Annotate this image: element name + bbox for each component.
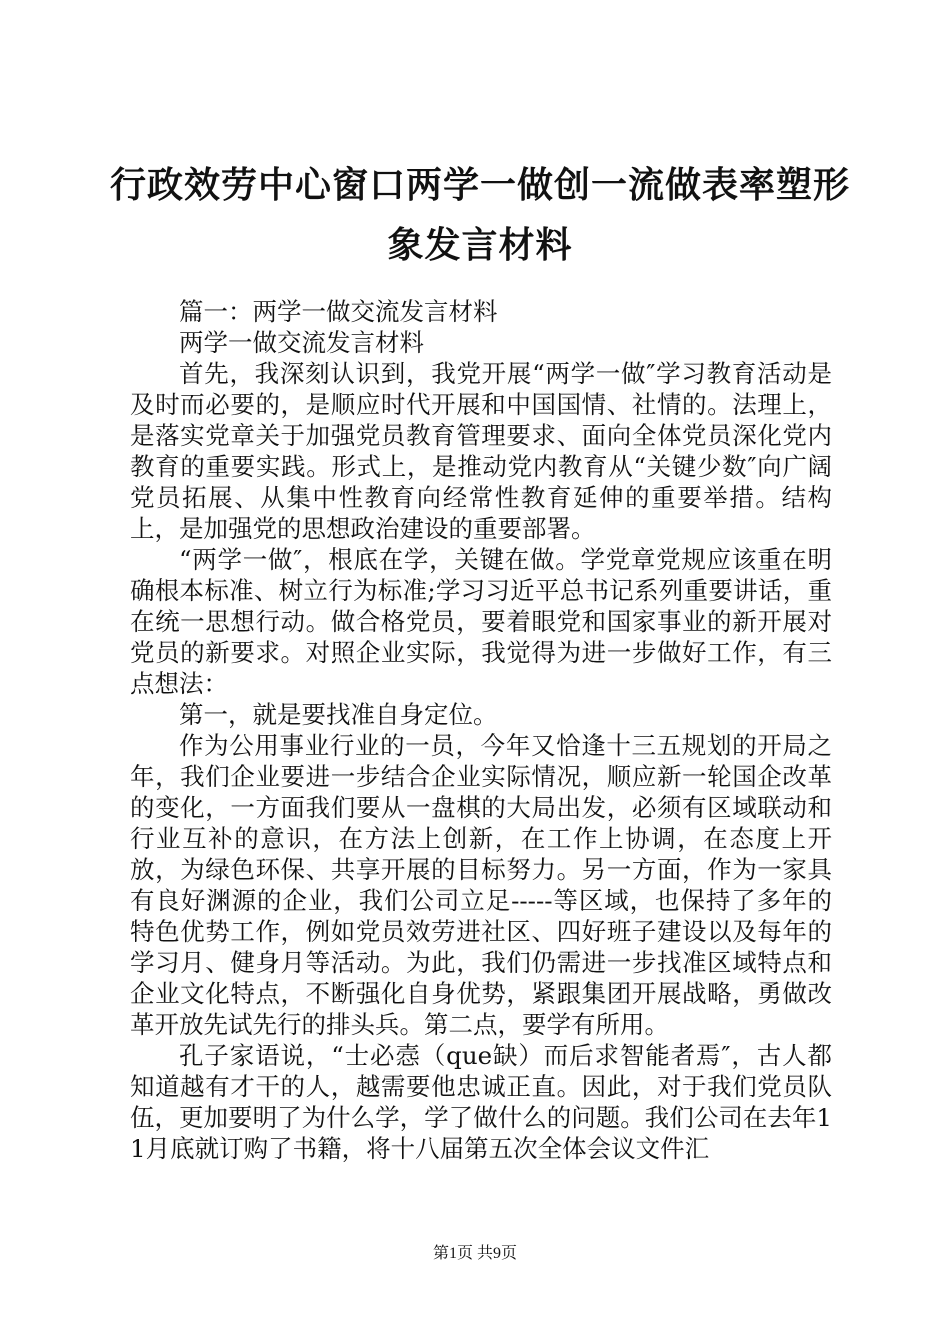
body-paragraph: “两学一做″，根底在学，关键在做。学党章党规应该重在明确根本标准、树立行为标准;学习习近平总书记系列重要讲话，重在统一思想行动。做合格党员，要着眼党和国家事业的新开展对党员的新要求。对照企业实际，我觉得为进一步做好工作，有三点想法： <box>130 545 832 698</box>
body-paragraph: 第一，就是要找准自身定位。 <box>179 700 498 729</box>
document-body <box>130 296 832 1164</box>
body-paragraph: 作为公用事业行业的一员，今年又恰逢十三五规划的开局之年，我们企业要进一步结合企业实际情况，顺应新一轮国企改革的变化，一方面我们要从一盘棋的大局出发，必须有区域联动和行业互补的意识，在方法上创新，在工作上协调，在态度上开放，为绿色环保、共享开展的目标努力。另一方面，作为一家具有良好渊源的企业，我们公司立足-----等区域，也保持了多年的特色优势工作，例如党员效劳进社区、四好班子建设以及每年的学习月、健身月等活动。为此，我们仍需进一步找准区域特点和企业文化特点，不断强化自身优势，紧跟集团开展战略，勇做改革开放先试先行的排头兵。第二点，要学有所用。 <box>130 731 832 1039</box>
page-number-footer: 第1页 共9页 <box>432 1245 517 1262</box>
document-title: 行政效劳中心窗口两学一做创一流做表率塑形象发言材料 <box>110 165 851 266</box>
body-paragraph: 孔子家语说，“士必悫（que缺）而后求智能者焉″，古人都知道越有才干的人，越需要他忠诚正直。因此，对于我们党员队伍，更加要明了为什么学，学了做什么的问题。我们公司在去年11月底就订购了书籍，将十八届第五次全体会议文件汇 <box>130 1041 832 1163</box>
body-paragraph: 首先，我深刻认识到，我党开展“两学一做″学习教育活动是及时而必要的，是顺应时代开展和中国国情、社情的。法理上，是落实党章关于加强党员教育管理要求、面向全体党员深化党内教育的重要实践。形式上，是推动党内教育从“关键少数″向广阔党员拓展、从集中性教育向经常性教育延伸的重要举措。结构上，是加强党的思想政治建设的重要部署。 <box>130 359 832 543</box>
sub-heading: 两学一做交流发言材料 <box>179 328 424 357</box>
section-heading: 篇一：两学一做交流发言材料 <box>179 297 498 326</box>
